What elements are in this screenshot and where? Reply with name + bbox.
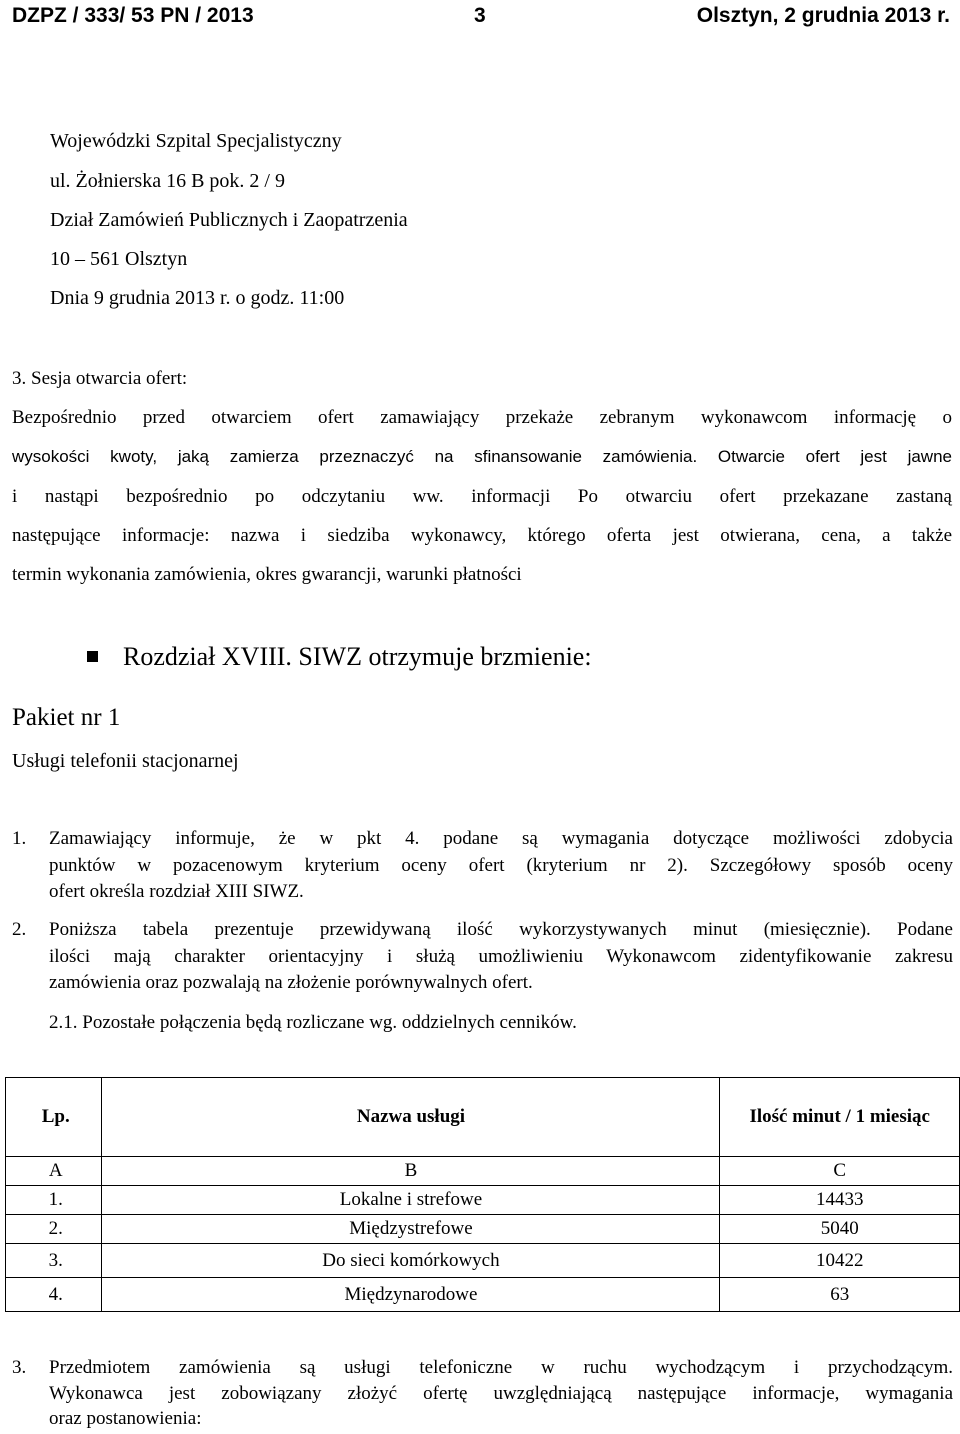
- table-cell: 1.: [6, 1186, 102, 1215]
- place-date: Olsztyn, 2 grudnia 2013 r.: [696, 4, 950, 27]
- item-1-line-3: ofert określa rozdział XIII SIWZ.: [49, 881, 304, 902]
- package-title: Pakiet nr 1: [12, 704, 121, 731]
- table-cell: A: [6, 1157, 102, 1186]
- table-header-cell: Lp.: [6, 1078, 102, 1157]
- table-cell: 5040: [720, 1215, 960, 1244]
- item-3-number: 3.: [12, 1357, 27, 1378]
- item-1-number: 1.: [12, 828, 27, 849]
- table-header-row: [6, 1078, 960, 1157]
- item-3-line-2: Wykonawca jest zobowiązany złożyć ofertę uwzględniającą następujące informacje, wymagania: [49, 1383, 953, 1404]
- item-2-line-3: zamówienia oraz pozwalają na złożenie porównywalnych ofert.: [49, 972, 533, 993]
- session-line-1: Bezpośrednio przed otwarciem ofert zamawiający przekaże zebranym wykonawcom informację o: [12, 407, 952, 428]
- table-cell: Międzystrefowe: [102, 1215, 720, 1244]
- session-line-5: termin wykonania zamówienia, okres gwarancji, warunki płatności: [12, 564, 522, 585]
- table-cell: B: [102, 1157, 720, 1186]
- table-cell: 4.: [6, 1278, 102, 1312]
- session-line-2: wysokości kwoty, jaką zamierza przeznaczyć na sfinansowanie zamówienia. Otwarcie ofert jest jawne: [12, 447, 952, 466]
- package-subtitle: Usługi telefonii stacjonarnej: [12, 750, 239, 772]
- table-cell: 10422: [720, 1244, 960, 1278]
- services-table: [5, 1077, 960, 1312]
- item-2-1: 2.1. Pozostałe połączenia będą rozliczane wg. oddzielnych cenników.: [49, 1012, 577, 1033]
- address-line-5: Dnia 9 grudnia 2013 r. o godz. 11:00: [50, 287, 345, 309]
- item-1-line-1: Zamawiający informuje, że w pkt 4. podane są wymagania dotyczące możliwości zdobycia: [49, 828, 953, 849]
- table-row: [6, 1244, 960, 1278]
- page-number: 3: [474, 4, 486, 27]
- item-2-number: 2.: [12, 919, 27, 940]
- session-line-3: i nastąpi bezpośrednio po odczytaniu ww. informacji Po otwarciu ofert przekazane zastaną: [12, 486, 952, 507]
- table-row: [6, 1215, 960, 1244]
- table-row: [6, 1278, 960, 1312]
- address-line-3: Dział Zamówień Publicznych i Zaopatrzenia: [50, 209, 408, 231]
- section-title: Rozdział XVIII. SIWZ otrzymuje brzmienie:: [123, 642, 592, 671]
- table-cell: 3.: [6, 1244, 102, 1278]
- item-2-line-1: Poniższa tabela prezentuje przewidywaną ilość wykorzystywanych minut (miesięcznie). Podane: [49, 919, 953, 940]
- table-cell: 63: [720, 1278, 960, 1312]
- document-reference: DZPZ / 333/ 53 PN / 2013: [12, 4, 254, 27]
- bullet-square-icon: [87, 651, 98, 662]
- item-1-line-2: punktów w pozacenowym kryterium oceny ofert (kryterium nr 2). Szczegółowy sposób oceny: [49, 855, 953, 876]
- table-cell: Międzynarodowe: [102, 1278, 720, 1312]
- item-2-line-2: ilości mają charakter orientacyjny i służą umożliwieniu Wykonawcom zidentyfikowanie zakresu: [49, 946, 953, 967]
- table-cell: Lokalne i strefowe: [102, 1186, 720, 1215]
- table-cell: 2.: [6, 1215, 102, 1244]
- address-line-1: Wojewódzki Szpital Specjalistyczny: [50, 130, 342, 152]
- item-3-line-3: oraz postanowienia:: [49, 1408, 202, 1429]
- table-header-cell: Nazwa usługi: [102, 1078, 720, 1157]
- address-line-4: 10 – 561 Olsztyn: [50, 248, 188, 270]
- table-row: [6, 1157, 960, 1186]
- table-cell: Do sieci komórkowych: [102, 1244, 720, 1278]
- table-cell: C: [720, 1157, 960, 1186]
- item-3-line-1: Przedmiotem zamówienia są usługi telefoniczne w ruchu wychodzącym i przychodzącym.: [49, 1357, 953, 1378]
- table-row: [6, 1186, 960, 1215]
- session-heading: 3. Sesja otwarcia ofert:: [12, 368, 188, 389]
- table-cell: 14433: [720, 1186, 960, 1215]
- address-line-2: ul. Żołnierska 16 B pok. 2 / 9: [50, 170, 285, 192]
- page-header: [12, 4, 950, 34]
- table-header-cell: Ilość minut / 1 miesiąc: [720, 1078, 960, 1157]
- session-line-4: następujące informacje: nazwa i siedziba wykonawcy, którego oferta jest otwierana, cena, a także: [12, 525, 952, 546]
